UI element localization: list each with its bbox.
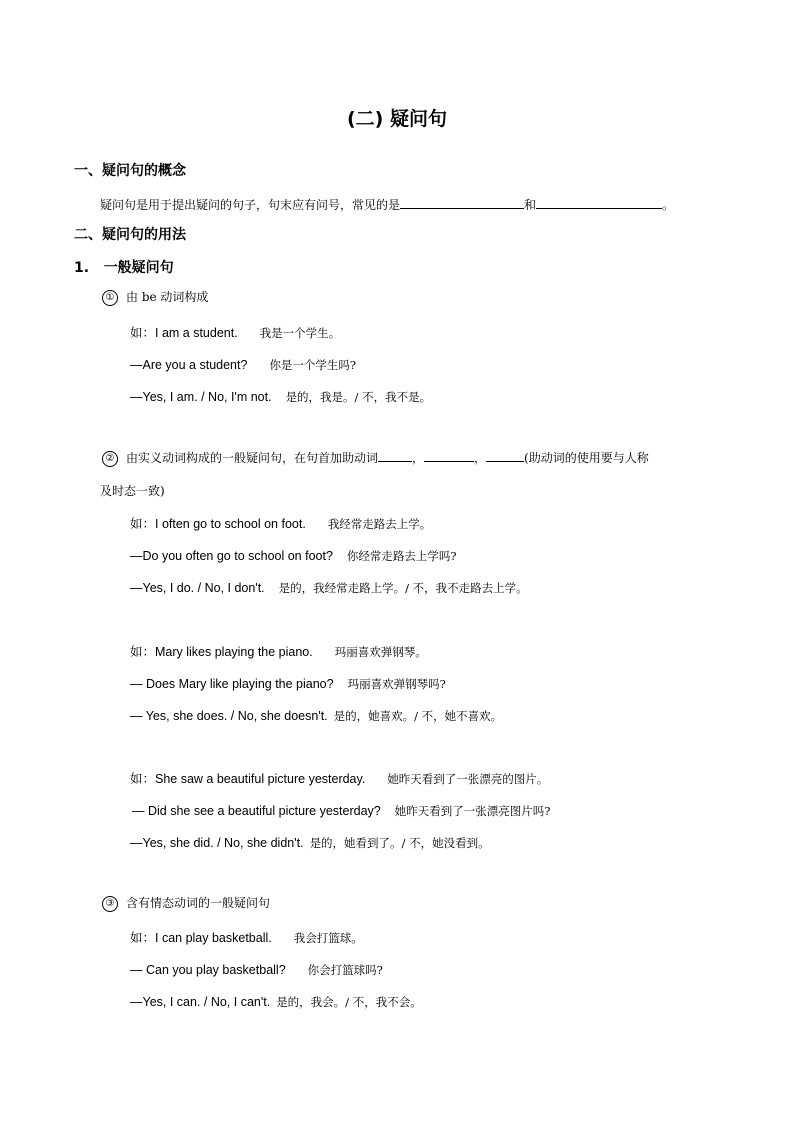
item2-g1-line-2: —Do you often go to school on foot? 你经常走路去上学吗? xyxy=(130,549,457,563)
item2-g2-line-2: — Does Mary like playing the piano? 玛丽喜欢弹钢琴吗? xyxy=(130,677,446,691)
item2-title-cont: 及时态一致) xyxy=(100,484,165,498)
aux-blank-1[interactable] xyxy=(378,450,412,462)
item1-line-3: —Yes, I am. / No, I'm not. 是的，我是。/ 不，我不是。 xyxy=(130,390,432,404)
section-heading-concept: 一、疑问句的概念 xyxy=(74,163,186,179)
item2-g2-line-1: 如：Mary likes playing the piano. 玛丽喜欢弹钢琴。 xyxy=(130,645,427,659)
item2-g1-line-3: —Yes, I do. / No, I don't. 是的，我经常走路上学。/ 不，我不走路去上学。 xyxy=(130,581,528,595)
item1-title: 由 be 动词构成 xyxy=(126,290,209,304)
item2-heading: ② 由实义动词构成的一般疑问句，在句首加助动词 ， ， (助动词的使用要与人称 xyxy=(102,449,649,467)
item3-title: 含有情态动词的一般疑问句 xyxy=(126,896,271,910)
concept-and: 和 xyxy=(524,198,537,212)
item1-line-1: 如：I am a student. 我是一个学生。 xyxy=(130,326,341,340)
item1-heading xyxy=(102,288,208,306)
page-title: (二) 疑问句 xyxy=(347,108,447,130)
item2-number: ② xyxy=(102,451,118,467)
subsection-title: 一般疑问句 xyxy=(103,260,174,276)
aux-blank-2[interactable] xyxy=(424,450,474,462)
answer-blank-2[interactable] xyxy=(536,197,662,209)
section-heading-usage: 二、疑问句的用法 xyxy=(74,227,186,243)
subsection-heading xyxy=(74,257,174,277)
item2-g2-line-3: — Yes, she does. / No, she doesn't. 是的，她喜欢。/ 不，她不喜欢。 xyxy=(130,709,503,723)
item1-line-2: —Are you a student? 你是一个学生吗? xyxy=(130,358,357,372)
item3-number: ③ xyxy=(102,896,118,912)
subsection-number: 1. xyxy=(74,260,90,276)
item1-number: ① xyxy=(102,290,118,306)
item3-heading xyxy=(102,894,270,912)
concept-paragraph xyxy=(100,196,674,213)
answer-blank-1[interactable] xyxy=(400,197,524,209)
item2-g3-line-2: — Did she see a beautiful picture yesterday? 她昨天看到了一张漂亮图片吗? xyxy=(132,804,551,818)
item2-tail: (助动词的使用要与人称 xyxy=(524,451,649,465)
item3-line-3: —Yes, I can. / No, I can't. 是的，我会。/ 不，我不会。 xyxy=(130,995,422,1009)
concept-text: 疑问句是用于提出疑问的句子，句末应有问号，常见的是 xyxy=(100,198,401,212)
item2-g3-line-1: 如：She saw a beautiful picture yesterday. 她昨天看到了一张漂亮的图片。 xyxy=(130,772,549,786)
item3-line-2: — Can you play basketball? 你会打篮球吗? xyxy=(130,963,383,977)
item2-g3-line-3: —Yes, she did. / No, she didn't. 是的，她看到了。/ 不，她没看到。 xyxy=(130,836,490,850)
concept-end: 。 xyxy=(662,198,675,212)
item2-g1-line-1: 如：I often go to school on foot. 我经常走路去上学。 xyxy=(130,517,432,531)
item2-title: 由实义动词构成的一般疑问句，在句首加助动词 xyxy=(126,451,379,465)
aux-blank-3[interactable] xyxy=(486,450,524,462)
item3-line-1: 如：I can play basketball. 我会打篮球。 xyxy=(130,931,363,945)
